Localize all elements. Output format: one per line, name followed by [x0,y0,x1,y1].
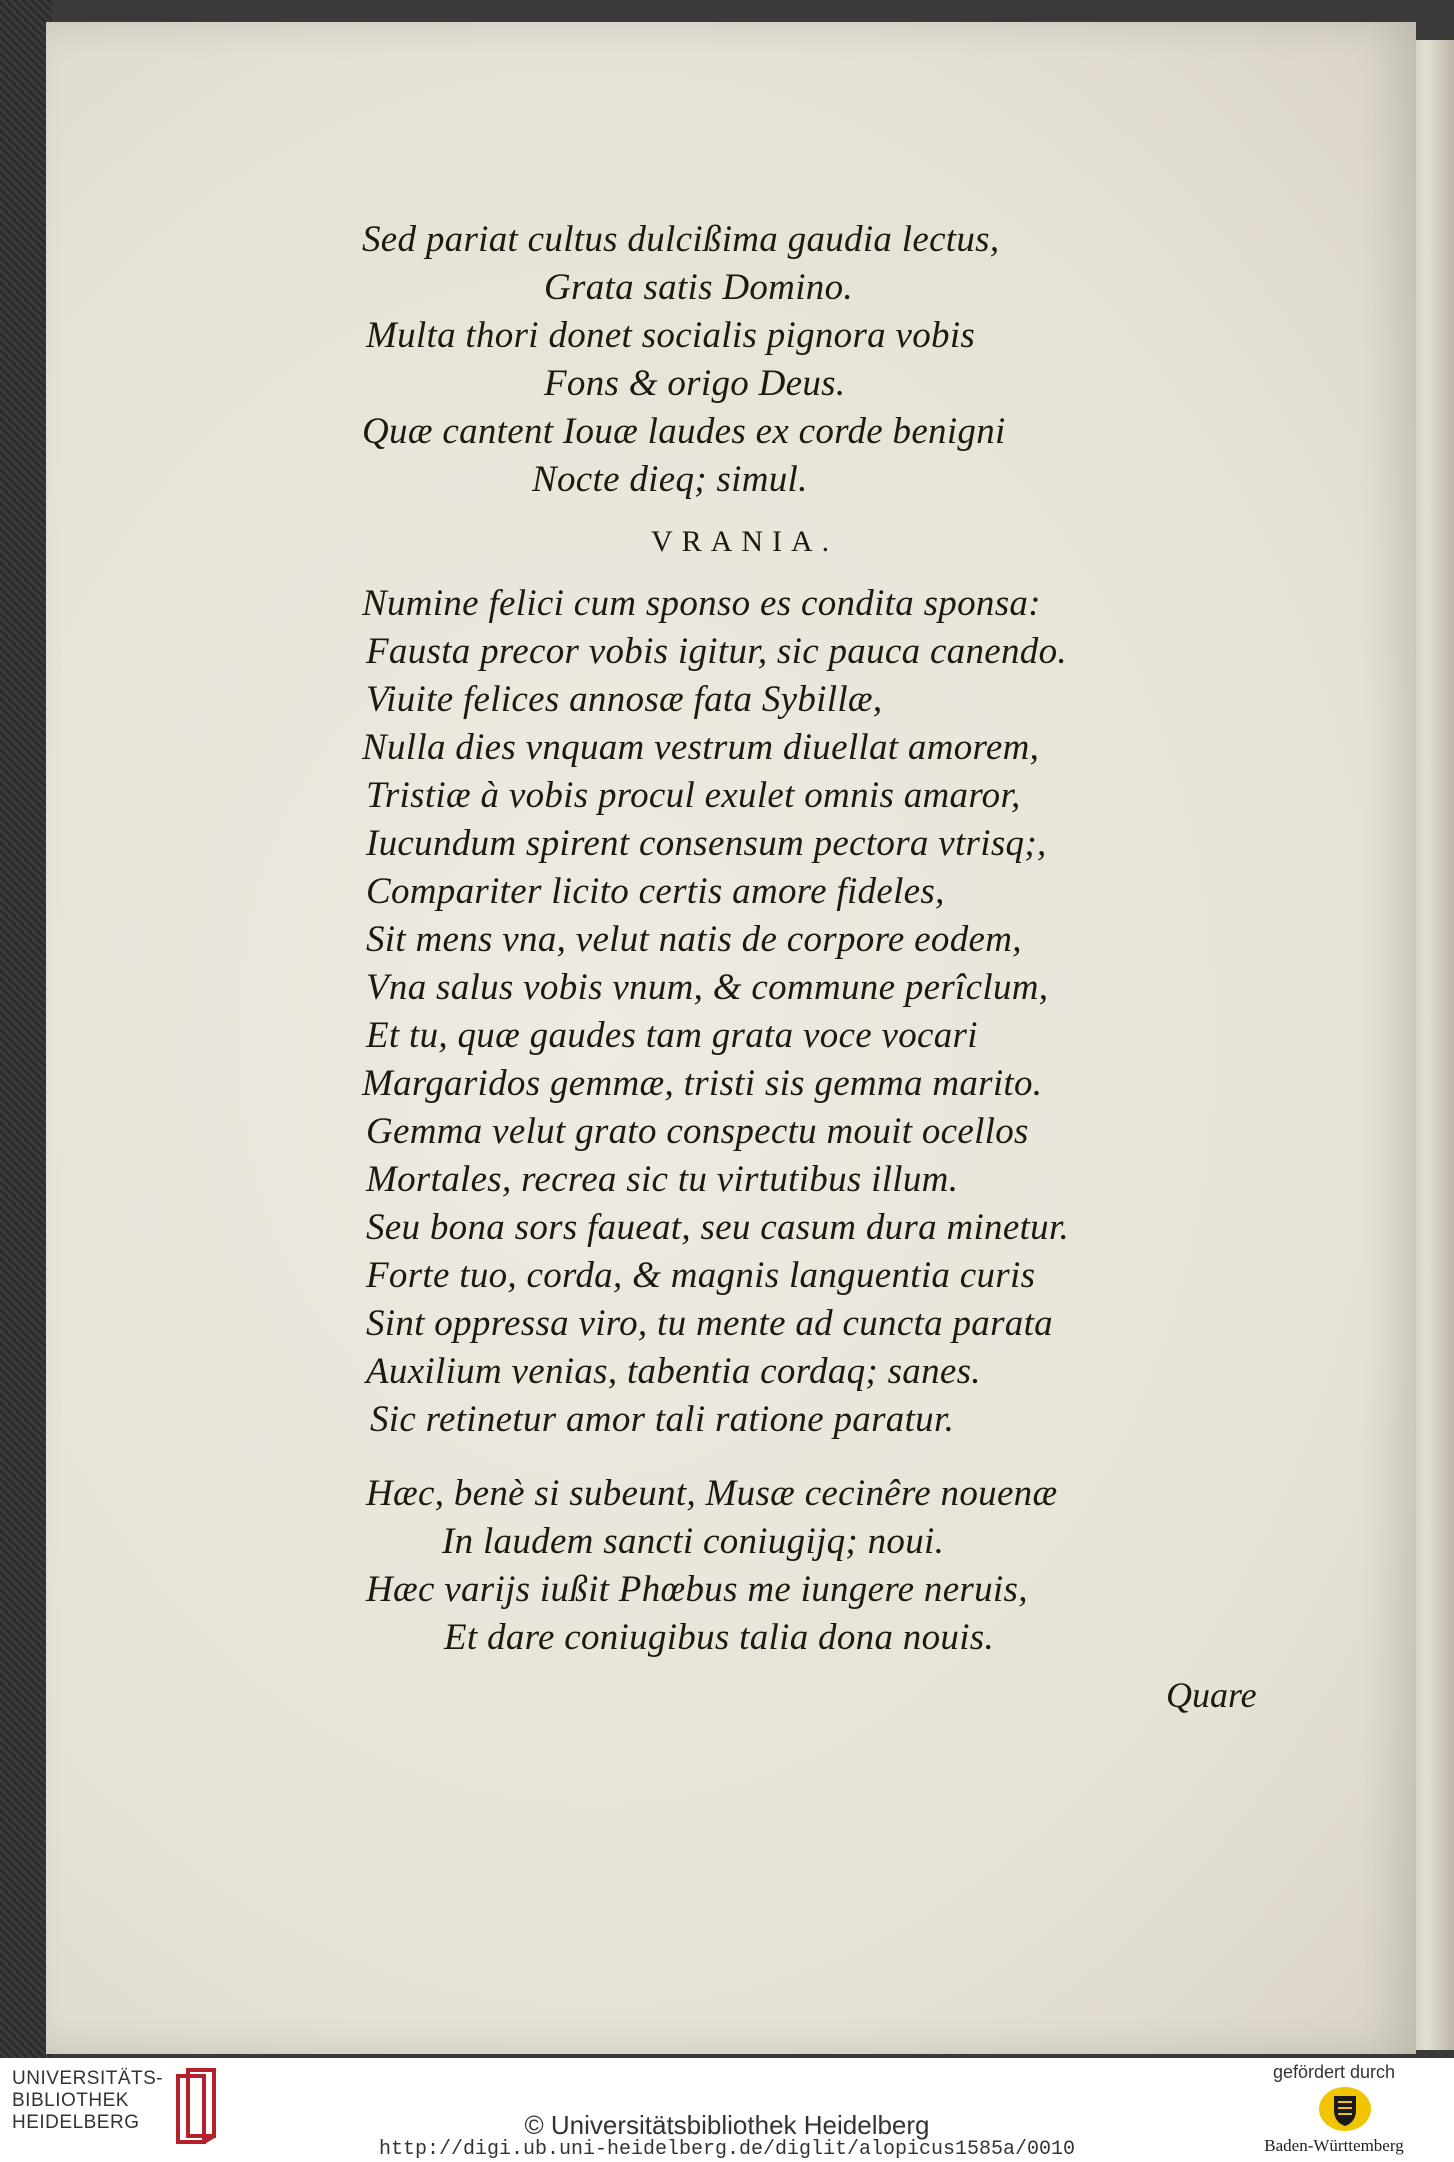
verse-line: Vna salus vobis vnum, & commune perîclum, [366,967,1049,1008]
sponsor-name: Baden-Württemberg [1264,2136,1404,2155]
verse-line: Nocte dieq; simul. [532,459,808,500]
verse-line: Quæ cantent Iouæ laudes ex corde benigni [362,411,1006,452]
verse-line: Forte tuo, corda, & magnis languentia curis [366,1255,1036,1296]
verse-line: Multa thori donet socialis pignora vobis [366,315,976,356]
copyright-text: © Universitätsbibliothek Heidelberg [524,2110,930,2140]
verse-line: Compariter licito certis amore fideles, [366,871,945,912]
page-text [46,22,1416,2054]
verse-line: Sic retinetur amor tali ratione paratur. [370,1399,955,1440]
book-page [46,22,1416,2054]
sponsor-label: gefördert durch [1272,2062,1396,2082]
baden-wuerttemberg-crest-icon[interactable] [1318,2086,1372,2132]
verse-line: Mortales, recrea sic tu virtutibus illum. [366,1159,959,1200]
verse-line: Gemma velut grato conspectu mouit ocellos [366,1111,1029,1152]
library-name-line: BIBLIOTHEK [12,2090,129,2111]
verse-line: Sit mens vna, velut natis de corpore eodem, [366,919,1022,960]
verse-line: Grata satis Domino. [544,267,853,308]
verse-line: Hæc varijs iußit Phœbus me iungere neruis, [366,1569,1028,1610]
verse-line: Sed pariat cultus dulcißima gaudia lectus, [362,219,1000,260]
library-name-line: UNIVERSITÄTS- [12,2068,164,2089]
verse-line: Viuite felices annosæ fata Sybillæ, [366,679,883,720]
catchword: Quare [1166,1675,1257,1715]
section-heading: VRANIA. [651,525,839,558]
verse-line: Fausta precor vobis igitur, sic pauca canendo. [366,631,1067,672]
verse-line: Auxilium venias, tabentia cordaq; sanes. [366,1351,981,1392]
verse-line: Iucundum spirent consensum pectora vtrisq;, [366,823,1047,864]
verse-line: Fons & origo Deus. [544,363,846,404]
verse-line: Seu bona sors faueat, seu casum dura minetur. [366,1207,1070,1248]
verse-line: Sint oppressa viro, tu mente ad cuncta parata [366,1303,1053,1344]
verse-line: Hæc, benè si subeunt, Musæ cecinêre nouenæ [366,1473,1058,1514]
verse-line: Et tu, quæ gaudes tam grata voce vocari [366,1015,978,1056]
verse-line: In laudem sancti coniugijq; noui. [442,1521,945,1562]
verse-line: Et dare coniugibus talia dona nouis. [444,1617,995,1658]
verse-line: Numine felici cum sponso es condita sponsa: [362,583,1041,624]
verse-line: Tristiæ à vobis procul exulet omnis amaror, [366,775,1021,816]
book-cover [0,0,52,2058]
verse-line: Margaridos gemmæ, tristi sis gemma marito. [362,1063,1043,1104]
permalink-url[interactable]: http://digi.ub.uni-heidelberg.de/diglit/alopicus1585a/0010 [378,2138,1076,2161]
footer [0,2058,1454,2162]
library-name-line: HEIDELBERG [12,2112,140,2133]
verse-line: Nulla dies vnquam vestrum diuellat amorem, [362,727,1040,768]
